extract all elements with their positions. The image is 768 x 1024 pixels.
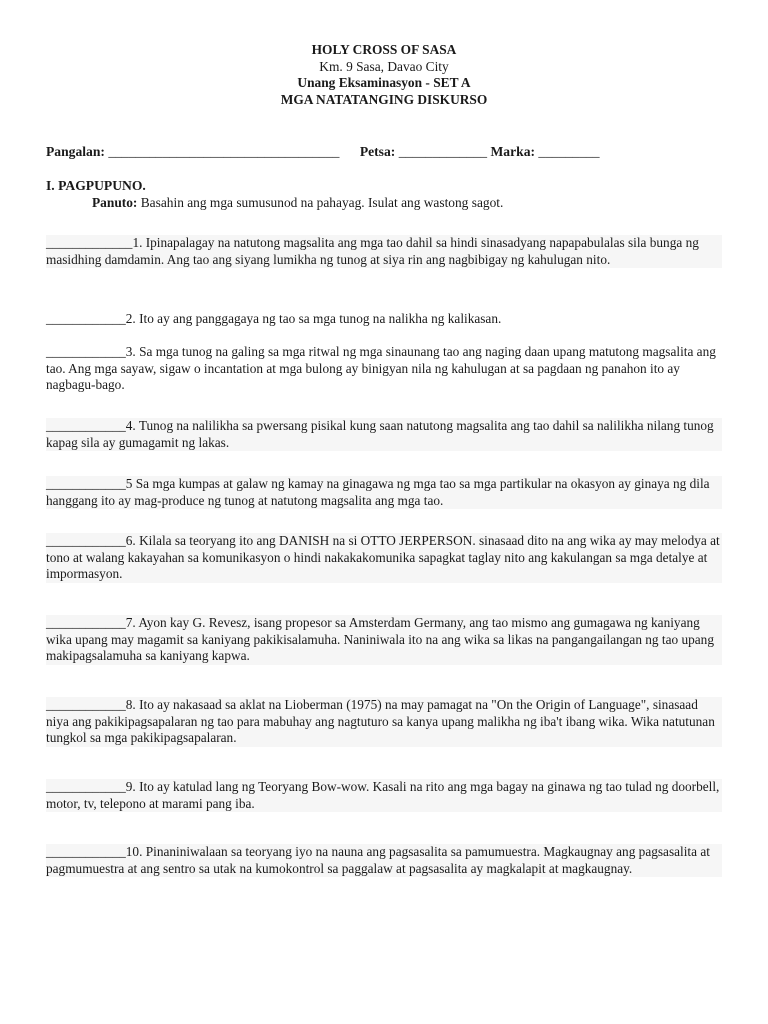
score-label: Marka: (490, 144, 536, 159)
question-item-9 (46, 779, 722, 812)
student-info-line (46, 144, 600, 160)
section-title: I. PAGPUPUNO. (46, 178, 146, 193)
question-item-5 (46, 476, 722, 509)
exam-title: Unang Eksaminasyon - SET A (297, 75, 471, 90)
question-text: 7. Ayon kay G. Revesz, isang propesor sa Amsterdam Germany, ang tao mismo ang gumagawa ng kaniyang wika upang may magamit sa kaniyang pakikisalamuha. Naniniwala ito na ang wika sa likas na pangangailangan ng tao upang makipagsalamuha sa kaniyang kapwa. (46, 615, 714, 663)
subject-title: MGA NATATANGING DISKURSO (280, 91, 488, 107)
question-item-1 (46, 235, 722, 268)
question-text: 8. Ito ay nakasaad sa aklat na Lioberman (1975) na may pamagat na "On the Origin of Language", sinasaad niya ang pakikipagsapalaran ng tao para mabuhay ang nagtuturo sa kanya upang malikha ng iba't ibang wika. Wika natutunan tungkol sa mga pakikipagsapalaran. (46, 697, 715, 745)
school-address: Km. 9 Sasa, Davao City (319, 58, 449, 74)
question-item-10 (46, 844, 722, 877)
date-label: Petsa: (359, 144, 396, 159)
question-text: 1. Ipinapalagay na natutong magsalita ang mga tao dahil sa hindi sinasadyang napapabulalas sila bunga ng masidhing damdamin. Ang tao ang siyang lumikha ng tunog at siya rin ang nagbibigay ng kahulugan nito. (46, 235, 699, 267)
answer-blank: ____________ (46, 344, 126, 359)
answer-blank: ____________ (46, 533, 126, 548)
question-item-4 (46, 418, 722, 451)
score-blank: _________ (538, 144, 600, 159)
question-item-6 (46, 533, 722, 583)
answer-blank: ____________ (46, 615, 126, 630)
question-item-2 (46, 311, 722, 328)
answer-blank: ____________ (46, 697, 126, 712)
question-text: 9. Ito ay katulad lang ng Teoryang Bow-wow. Kasali na rito ang mga bagay na ginawa ng tao tulad ng doorbell, motor, tv, telepono at marami pang iba. (46, 779, 720, 811)
question-text: 3. Sa mga tunog na galing sa mga ritwal ng mga sinaunang tao ang naging daan upang matutong magsalita ang tao. Ang mga sayaw, sigaw o incantation at mga bulong ay binigyan nila ng kahulugan at sa pagdaan ng panahon ito ay nagbagu-bago. (46, 344, 716, 392)
question-item-3 (46, 344, 722, 394)
instruction-label: Panuto: (92, 195, 138, 210)
document-header (0, 42, 768, 108)
answer-blank: ____________ (46, 418, 126, 433)
school-name: HOLY CROSS OF SASA (311, 42, 457, 57)
answer-blank: ____________ (46, 779, 126, 794)
question-item-7 (46, 615, 722, 665)
instruction-text: Basahin ang mga sumusunod na pahayag. Isulat ang wastong sagot. (140, 195, 504, 210)
answer-blank: _____________ (46, 235, 133, 250)
question-text: 4. Tunog na nalilikha sa pwersang pisikal kung saan natutong magsalita ang tao dahil sa nalilikha nilang tunog kapag sila ay gumagamit ng lakas. (46, 418, 714, 450)
name-label: Pangalan: (46, 144, 105, 159)
answer-blank: ____________ (46, 844, 126, 859)
answer-blank: ____________ (46, 311, 126, 326)
question-text: 6. Kilala sa teoryang ito ang DANISH na si OTTO JERPERSON. sinasaad dito na ang wika ay may melodya at tono at walang kakayahan sa komunikasyon o hindi nakakakomunika sapagkat taglay nito ang kakulangan sa mga detalye at impormasyon. (46, 533, 720, 581)
question-text: 2. Ito ay ang panggagaya ng tao sa mga tunog na nalikha ng kalikasan. (125, 311, 502, 326)
answer-blank: ____________ (46, 476, 126, 491)
instructions (92, 195, 503, 211)
question-item-8 (46, 697, 722, 747)
name-blank: __________________________________ (108, 144, 340, 159)
date-blank: _____________ (398, 144, 488, 159)
question-text: 10. Pinaniniwalaan sa teoryang iyo na nauna ang pagsasalita sa pamumuestra. Magkaugnay ang pagsasalita at pagmumuestra at ang sentro sa utak na kumokontrol sa paggalaw at pagsasalita ay magkalapit at magkaugnay. (46, 844, 710, 876)
question-text: 5 Sa mga kumpas at galaw ng kamay na ginagawa ng mga tao sa mga partikular na okasyon ay ginaya ng dila hanggang ito ay mag-produce ng tunog at natutong magsalita ang mga tao. (46, 476, 710, 508)
